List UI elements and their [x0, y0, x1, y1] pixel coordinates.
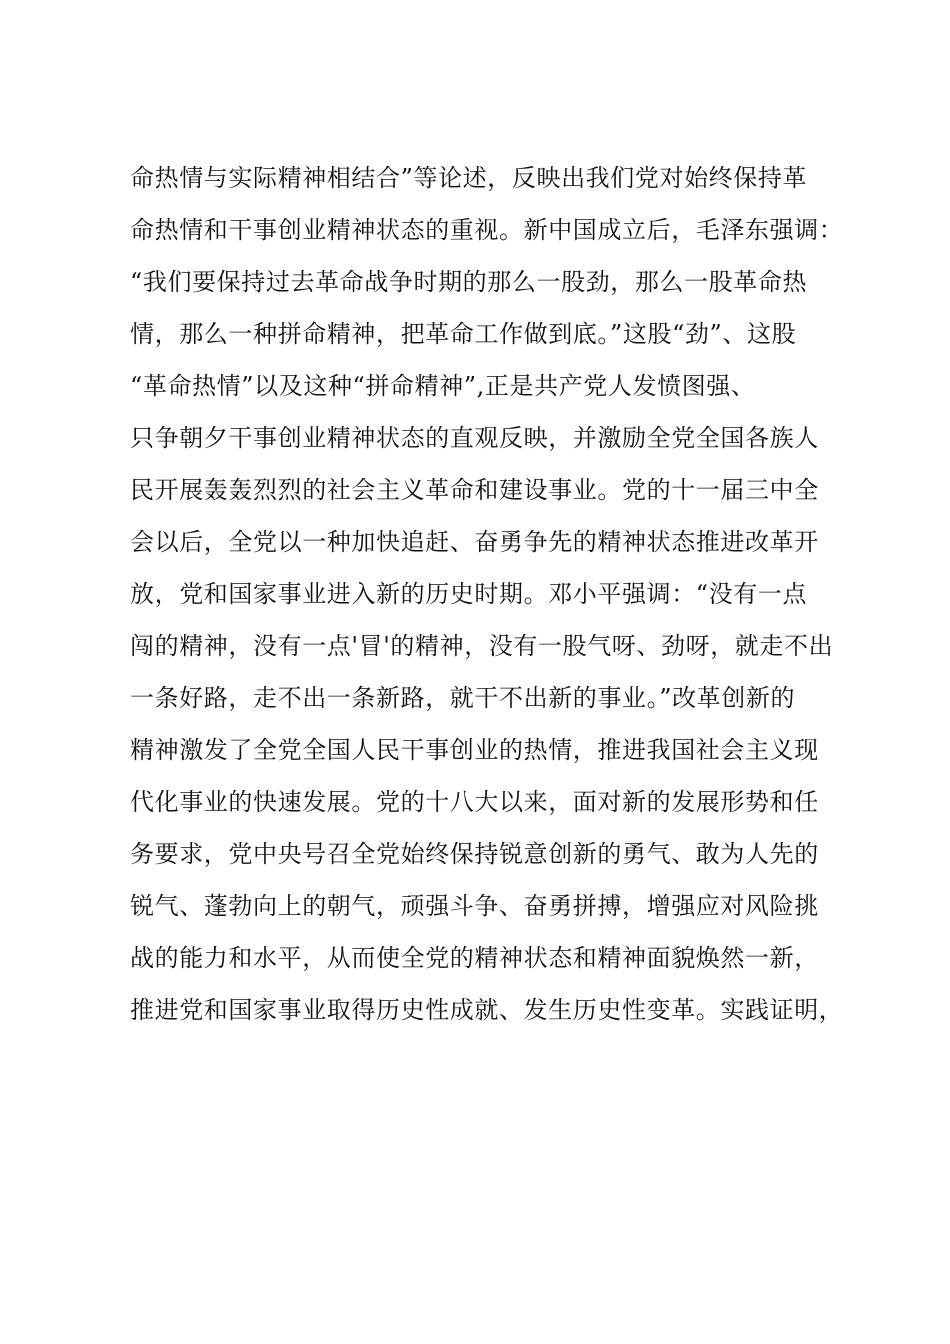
- paragraph-line: 命热情与实际精神相结合”等论述，反映出我们党对始终保持革: [130, 164, 808, 192]
- paragraph-line: 只争朝夕干事创业精神状态的直观反映，并激励全党全国各族人: [130, 424, 819, 452]
- paragraph-line: 情，那么一种拼命精神，把革命工作做到底。”这股“劲”、这股: [130, 320, 797, 348]
- paragraph-line: 战的能力和水平，从而使全党的精神状态和精神面貌焕然一新，: [130, 944, 819, 972]
- paragraph-line: 命热情和干事创业精神状态的重视。新中国成立后，毛泽东强调：: [130, 216, 844, 244]
- paragraph-line: “我们要保持过去革命战争时期的那么一股劲，那么一股革命热: [130, 268, 808, 296]
- paragraph-line: 会以后，全党以一种加快追赶、奋勇争先的精神状态推进改革开: [130, 528, 819, 556]
- paragraph-line: 务要求，党中央号召全党始终保持锐意创新的勇气、敢为人先的: [130, 840, 819, 868]
- paragraph-line: 民开展轰轰烈烈的社会主义革命和建设事业。党的十一届三中全: [130, 476, 819, 504]
- paragraph-line: 精神激发了全党全国人民干事创业的热情，推进我国社会主义现: [130, 736, 819, 764]
- paragraph-line: 闯的精神，没有一点'冒'的精神，没有一股气呀、劲呀，就走不出: [130, 632, 834, 660]
- paragraph-line: 锐气、蓬勃向上的朝气，顽强斗争、奋勇拼搏，增强应对风险挑: [130, 892, 819, 920]
- paragraph-line: 放，党和国家事业进入新的历史时期。邓小平强调：“没有一点: [130, 580, 808, 608]
- body-paragraph: [130, 152, 844, 1036]
- paragraph-line: 推进党和国家事业取得历史性成就、发生历史性变革。实践证明，: [130, 996, 844, 1024]
- paragraph-line: “革命热情”以及这种“拼命精神”,正是共产党人发愤图强、: [130, 372, 756, 400]
- paragraph-line: 一条好路，走不出一条新路，就干不出新的事业。”改革创新的: [130, 684, 796, 712]
- paragraph-line: 代化事业的快速发展。党的十八大以来，面对新的发展形势和任: [130, 788, 819, 816]
